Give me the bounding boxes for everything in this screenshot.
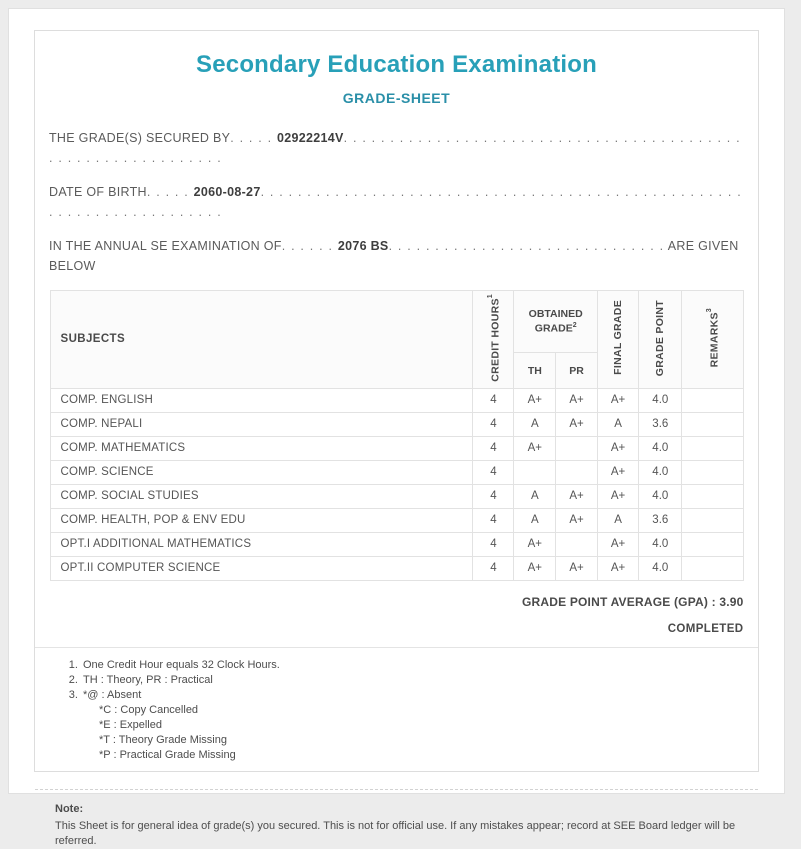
grades-table-head (50, 291, 743, 389)
cell-credit: 4 (473, 436, 514, 460)
cell-credit: 4 (473, 412, 514, 436)
col-obtained-grade-label: OBTAINED GRADE (528, 308, 583, 335)
page-subtitle: GRADE-SHEET (342, 90, 451, 106)
gpa-line: GRADE POINT AVERAGE (GPA) : 3.90 (521, 594, 744, 609)
col-practical: PR (556, 353, 598, 388)
page-title: Secondary Education Examination (196, 51, 597, 78)
legend-list (63, 658, 758, 763)
cell-subject: COMP. SCIENCE (50, 460, 473, 484)
col-final-grade (597, 291, 638, 389)
cell-th: A (514, 412, 556, 436)
cell-th (514, 460, 556, 484)
symbol-number-value: 02922214V (276, 131, 344, 145)
footer-note-text: This Sheet is for general idea of grade(s) you secured. This is not for official use. If any mistakes appear; record at SEE Board ledger will be referred. (55, 819, 736, 847)
cell-th: A+ (514, 532, 556, 556)
table-row (50, 508, 743, 532)
cell-point: 4.0 (639, 484, 682, 508)
exam-dots-left: . . . . . . (281, 239, 338, 253)
cell-subject: COMP. HEALTH, POP & ENV EDU (50, 508, 473, 532)
secured-by-label: THE GRADE(S) SECURED BY (49, 131, 231, 145)
cell-point: 3.6 (639, 412, 682, 436)
cell-credit: 4 (473, 460, 514, 484)
grades-table-body (50, 388, 743, 580)
cell-pr: A+ (556, 484, 598, 508)
cell-point: 4.0 (639, 436, 682, 460)
cell-final: A (597, 412, 638, 436)
cell-final: A (597, 508, 638, 532)
col-obtained-grade (514, 291, 598, 353)
table-row (50, 532, 743, 556)
cell-credit: 4 (473, 484, 514, 508)
exam-year-value: 2076 BS (337, 239, 389, 253)
cell-pr: A+ (556, 508, 598, 532)
info-line-exam-year (49, 236, 744, 276)
cell-pr: A+ (556, 388, 598, 412)
cell-remarks (682, 556, 743, 580)
legend-sub-3: *T : Theory Grade Missing (99, 733, 227, 746)
cell-pr: A+ (556, 556, 598, 580)
legend-item-3-label: *@ : Absent (83, 688, 142, 701)
cell-credit: 4 (473, 532, 514, 556)
col-theory: TH (514, 353, 556, 388)
cell-th: A+ (514, 388, 556, 412)
cell-final: A+ (597, 532, 638, 556)
cell-pr (556, 460, 598, 484)
info-line-symbol-number (49, 128, 744, 168)
cell-pr (556, 532, 598, 556)
table-row (50, 388, 743, 412)
cell-point: 4.0 (639, 556, 682, 580)
cell-remarks (682, 460, 743, 484)
table-row (50, 436, 743, 460)
cell-final: A+ (597, 484, 638, 508)
exam-dots-right: . . . . . . . . . . . . . . . . . . . . . . . . . . . . . . (388, 239, 665, 253)
dob-dots-right: . . . . . . . . . . . . . . . . . . . . . . . . . . . . . . . . . . . . . . . . . . . . . . . . . . . . . . . . . . . . . . . . . . . . . . . (49, 185, 742, 219)
table-row (50, 556, 743, 580)
cell-th: A (514, 508, 556, 532)
cell-th: A+ (514, 436, 556, 460)
cell-final: A+ (597, 388, 638, 412)
grades-table (50, 290, 744, 581)
table-row (50, 460, 743, 484)
cell-credit: 4 (473, 388, 514, 412)
cell-point: 3.6 (639, 508, 682, 532)
cell-point: 4.0 (639, 532, 682, 556)
col-obtained-grade-sup: 2 (572, 322, 577, 330)
cell-remarks (682, 484, 743, 508)
cell-pr (556, 436, 598, 460)
legend-item-1: 1. One Credit Hour equals 32 Clock Hours. (81, 658, 758, 673)
page-frame (8, 8, 785, 847)
col-grade-point (639, 291, 682, 389)
footer-note (35, 790, 758, 849)
cell-remarks (682, 436, 743, 460)
cell-point: 4.0 (639, 388, 682, 412)
cell-remarks (682, 388, 743, 412)
cell-pr: A+ (556, 412, 598, 436)
cell-final: A+ (597, 436, 638, 460)
cell-subject: COMP. NEPALI (50, 412, 473, 436)
cell-subject: COMP. MATHEMATICS (50, 436, 473, 460)
cell-remarks (682, 532, 743, 556)
col-final-grade-label: FINAL GRADE (611, 300, 624, 376)
cell-subject: COMP. SOCIAL STUDIES (50, 484, 473, 508)
cell-subject: COMP. ENGLISH (50, 388, 473, 412)
col-credit-hours-label: CREDIT HOURS (489, 298, 502, 382)
grade-sheet (34, 30, 759, 847)
candidate-info (35, 128, 758, 276)
col-credit-hours-sup: 1 (487, 294, 495, 299)
cell-th: A+ (514, 556, 556, 580)
table-row (50, 412, 743, 436)
legend-sub-1: *C : Copy Cancelled (99, 703, 199, 716)
legend-sub-2: *E : Expelled (99, 718, 162, 731)
col-grade-point-label: GRADE POINT (653, 299, 666, 376)
cell-subject: OPT.II COMPUTER SCIENCE (50, 556, 473, 580)
cell-subject: OPT.I ADDITIONAL MATHEMATICS (50, 532, 473, 556)
dob-value: 2060-08-27 (193, 185, 261, 199)
cell-final: A+ (597, 460, 638, 484)
table-row (50, 484, 743, 508)
legend-notes (35, 648, 758, 763)
cell-credit: 4 (473, 556, 514, 580)
legend-item-2: 2. TH : Theory, PR : Practical (81, 673, 758, 688)
col-remarks-label: REMARKS (708, 312, 721, 368)
legend-sub-4: *P : Practical Grade Missing (99, 748, 236, 761)
cell-remarks (682, 508, 743, 532)
cell-point: 4.0 (639, 460, 682, 484)
cell-final: A+ (597, 556, 638, 580)
col-credit-hours (473, 291, 514, 389)
info-line-dob (49, 182, 744, 222)
dob-label: DATE OF BIRTH (49, 185, 147, 199)
col-subjects: SUBJECTS (50, 291, 473, 389)
dob-dots-left: . . . . . (146, 185, 194, 199)
legend-item-3 (81, 688, 758, 763)
cell-remarks (682, 412, 743, 436)
exam-tail: ARE GIVEN BELOW (49, 239, 739, 273)
secured-by-dots-left: . . . . . (230, 131, 277, 145)
grades-header-row (50, 291, 743, 353)
col-remarks-sup: 3 (706, 308, 714, 313)
exam-label: IN THE ANNUAL SE EXAMINATION OF (49, 239, 282, 253)
cell-credit: 4 (473, 508, 514, 532)
col-remarks (682, 291, 743, 389)
status-badge: COMPLETED (667, 622, 744, 635)
footer-note-label: Note: (55, 802, 84, 815)
cell-th: A (514, 484, 556, 508)
secured-by-dots-right: . . . . . . . . . . . . . . . . . . . . . . . . . . . . . . . . . . . . . . . . . . . . . . . . . . . . . . . . . . . . . . (49, 131, 741, 165)
